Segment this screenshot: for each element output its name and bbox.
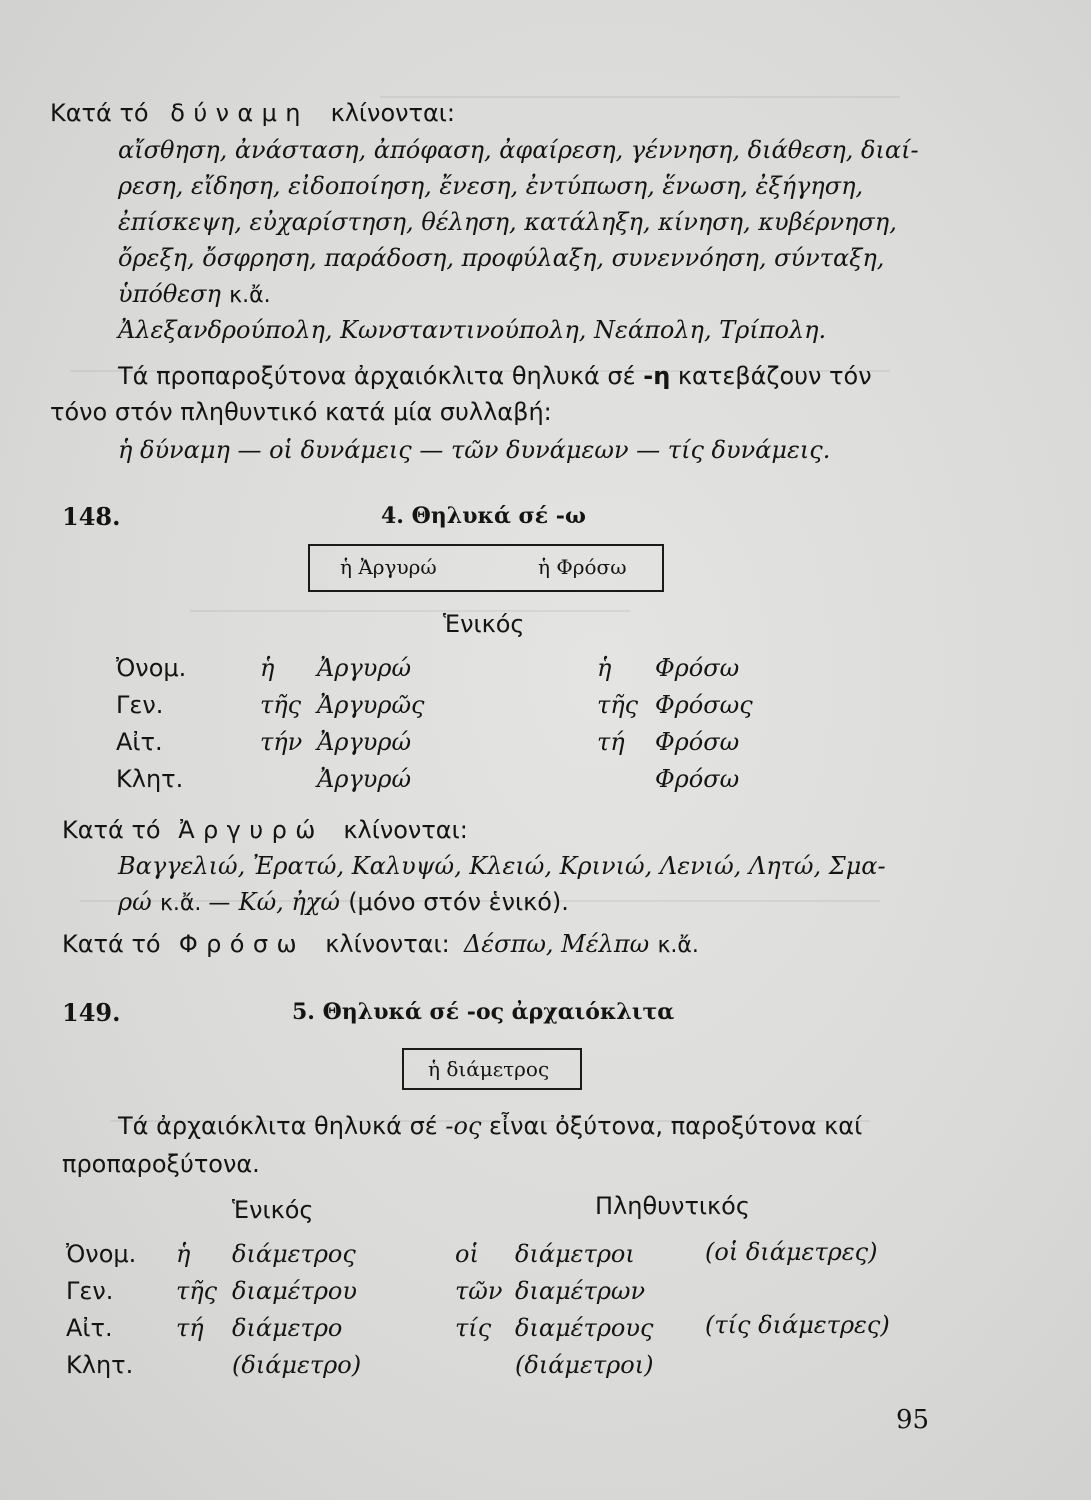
case-label: Αἰτ. (66, 1314, 113, 1342)
section-title-149: 5. Θηλυκά σέ -ος ἀρχαιόκλιτα (292, 999, 675, 1025)
word-form: διαμέτρους (515, 1314, 654, 1342)
rule-line-2: τόνο στόν πληθυντικό κατά μία συλλαβή: (50, 398, 552, 426)
diametros-text-line-1: Τά ἀρχαιόκλιτα θηλυκά σέ -ος εἶναι ὀξύτονα, παροξύτονα καί (118, 1112, 863, 1140)
intro-list-line: ἐπίσκεψη, εὐχαρίστηση, θέληση, κατάληξη, κίνηση, κυβέρνηση, (118, 208, 897, 236)
case-label: Γεν. (66, 1277, 114, 1305)
show-through-line (380, 96, 900, 98)
article: τή (597, 728, 625, 756)
argyro-heading: Κατά τό Ἀργυρώ κλίνονται: (62, 816, 468, 844)
case-label: Γεν. (116, 691, 164, 719)
word-form: διάμετροι (515, 1240, 635, 1268)
word-form: (διάμετροι) (515, 1351, 654, 1379)
argyro-list-line: Βαγγελιώ, Ἐρατώ, Καλυψώ, Κλειώ, Κρινιώ, Λενιώ, Λητώ, Σμα- (118, 852, 886, 880)
word-form: Φρόσως (655, 691, 753, 719)
column-header-singular: Ἑνικός (232, 1196, 314, 1224)
rule-line-1: Τά προπαροξύτονα ἀρχαιόκλιτα θηλυκά σέ -η κατεβάζουν τόν (118, 362, 872, 390)
variant-form: (οἱ διάμετρες) (705, 1238, 878, 1266)
word-form: Φρόσω (655, 654, 740, 682)
article: τῆς (260, 691, 302, 719)
word-form: Φρόσω (655, 728, 740, 756)
case-label: Κλητ. (66, 1351, 134, 1379)
word-form: διαμέτρων (515, 1277, 646, 1305)
word-form: Ἀργυρῶς (317, 691, 425, 719)
show-through-line (190, 610, 630, 612)
case-label: Αἰτ. (116, 728, 163, 756)
diametros-text-line-2: προπαροξύτονα. (62, 1150, 260, 1178)
intro-list-line: ὄρεξη, ὄσφρηση, παράδοση, προφύλαξη, συνεννόηση, σύνταξη, (118, 244, 885, 272)
section-title-148: 4. Θηλυκά σέ -ω (381, 503, 586, 529)
word-form: διάμετρος (232, 1240, 356, 1268)
article: τῶν (455, 1277, 503, 1305)
word-form: Φρόσω (655, 765, 740, 793)
section-number-149: 149. (62, 998, 121, 1027)
paradigm-box-149 (402, 1048, 582, 1090)
article: ἡ (597, 654, 612, 682)
article: τίς (455, 1314, 492, 1342)
article: ἡ (260, 654, 275, 682)
case-label: Κλητ. (116, 765, 184, 793)
word-form: (διάμετρο) (232, 1351, 362, 1379)
page-number: 95 (896, 1405, 930, 1435)
intro-list-line: ρεση, εἴδηση, εἰδοποίηση, ἔνεση, ἐντύπωση, ἕνωση, ἐξήγηση, (118, 172, 864, 200)
word-form: Ἀργυρώ (317, 654, 412, 682)
word-form: Ἀργυρώ (317, 765, 412, 793)
intro-cities: Ἀλεξανδρούπολη, Κωνσταντινούπολη, Νεάπολη, Τρίπολη. (118, 316, 827, 344)
column-header-plural: Πληθυντικός (595, 1192, 750, 1220)
box-word-argyro: ἡ Ἀργυρώ (340, 555, 437, 579)
article: τή (176, 1314, 204, 1342)
rule-example: ἡ δύναμη — οἱ δυνάμεις — τῶν δυνάμεων — τίς δυνάμεις. (118, 436, 831, 464)
word-form: Ἀργυρώ (317, 728, 412, 756)
variant-form: (τίς διάμετρες) (705, 1311, 890, 1339)
intro-heading: Κατά τό δύναμη κλίνονται: (50, 99, 456, 127)
case-label: Ὀνομ. (66, 1240, 137, 1268)
box-word-froso: ἡ Φρόσω (538, 555, 627, 579)
column-header-singular: Ἑνικός (443, 610, 525, 638)
article: τῆς (176, 1277, 218, 1305)
word-form: διάμετρο (232, 1314, 343, 1342)
article: οἱ (455, 1240, 479, 1268)
article: τῆς (597, 691, 639, 719)
intro-list-last-line: ὑπόθεση κ.ἄ. (118, 280, 271, 308)
case-label: Ὀνομ. (116, 654, 187, 682)
box-word-diametros: ἡ διάμετρος (428, 1057, 550, 1081)
paradigm-box-148 (308, 544, 664, 592)
argyro-list-line: ρώ κ.ἄ. — Κώ, ἠχώ (μόνο στόν ἑνικό). (118, 888, 569, 916)
intro-list-line: αἴσθηση, ἀνάσταση, ἀπόφαση, ἀφαίρεση, γέννηση, διάθεση, διαί- (118, 136, 919, 164)
article: τήν (260, 728, 303, 756)
article: ἡ (176, 1240, 191, 1268)
section-number-148: 148. (62, 502, 121, 531)
word-form: διαμέτρου (232, 1277, 357, 1305)
froso-heading: Κατά τό Φρόσω κλίνονται: Δέσπω, Μέλπω κ.ἄ. (62, 930, 699, 958)
